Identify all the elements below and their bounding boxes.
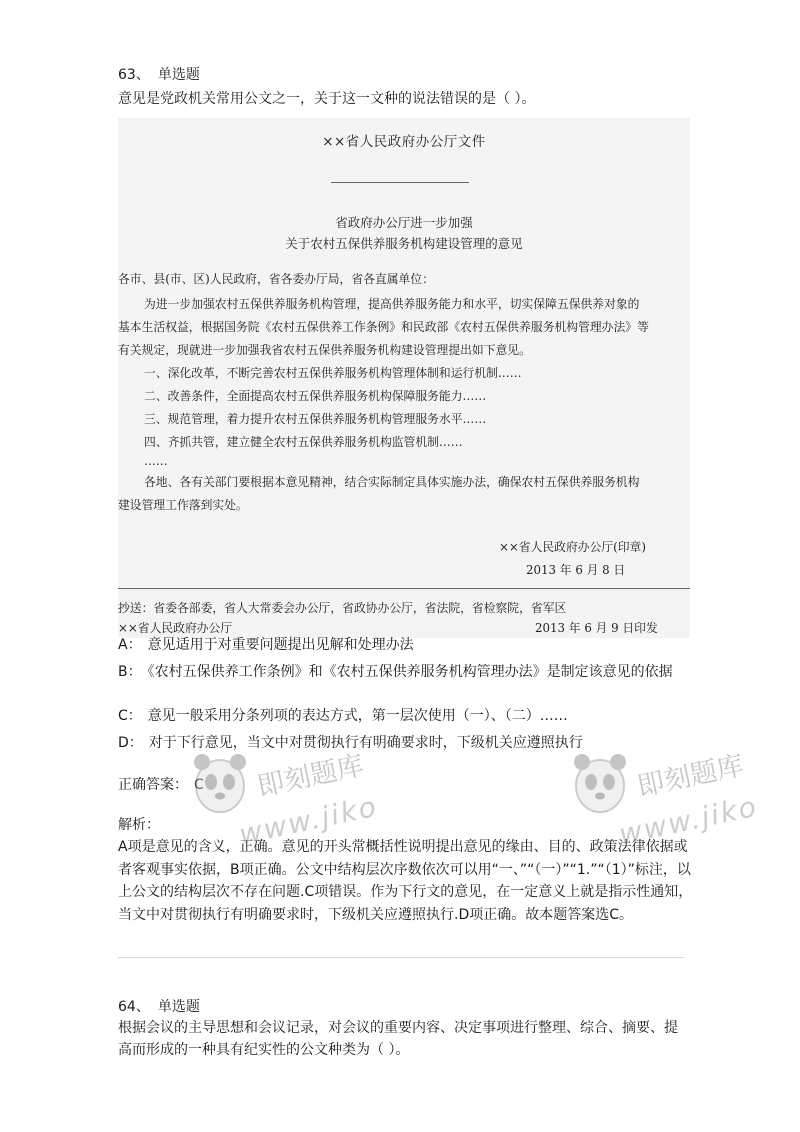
question-type: 单选题 (157, 67, 200, 83)
question-header (118, 64, 200, 84)
document-item: 一、深化改革，不断完善农村五保供养服务机构管理体制和运行机制…… (144, 366, 522, 380)
question-stem: 意见是党政机关常用公文之一，关于这一文种的说法错误的是（ ）。 (118, 91, 536, 107)
watermark-url: www.jiko (236, 789, 381, 852)
option-key: A： (118, 637, 142, 653)
option-key: C： (118, 708, 142, 724)
watermark-brand: 即刻题库 (634, 750, 747, 803)
answer-label: 正确答案： (118, 777, 188, 793)
answer-value: C (194, 777, 204, 793)
option-a[interactable] (118, 634, 698, 657)
document-item: 四、齐抓共管，建立健全农村五保供养服务机构监管机制…… (144, 435, 463, 449)
option-key: D： (118, 735, 143, 751)
document-addressee: 各市、县(市、区)人民政府，省各委办厅局，省各直属单位： (118, 272, 434, 286)
document-title-line2: 关于农村五保供养服务机构建设管理的意见 (285, 236, 523, 251)
option-d[interactable] (118, 732, 698, 755)
header-rule (331, 182, 469, 183)
option-text: 《农村五保供养工作条例》和《农村五保供养服务机构管理办法》是制定该意见的依据 (147, 664, 673, 680)
question-stem: 根据会议的主导思想和会议记录，对会议的重要内容、决定事项进行整理、综合、摘要、提高而形成的一种具有纪实性的公文种类为（ ）。 (118, 1020, 678, 1058)
option-text: 意见一般采用分条列项的表达方式，第一层次使用（一）、（二）…… (147, 708, 568, 724)
document-scan-image (118, 118, 690, 638)
document-paragraph-line: 各地、各有关部门要根据本意见精神，结合实际制定具体实施办法，确保农村五保供养服务机构 (144, 475, 640, 489)
document-paragraph-line: 为进一步加强农村五保供养服务机构管理，提高供养服务能力和水平，切实保障五保供养对象的 (144, 297, 640, 311)
document-title-line1: 省政府办公厅进一步加强 (335, 215, 473, 230)
question-number: 63、 (118, 67, 150, 83)
document-header: ××省人民政府办公厅文件 (322, 134, 486, 150)
document-paragraph-line: 建设管理工作落到实处。 (118, 498, 248, 512)
correct-answer (118, 774, 204, 794)
document-cc: 抄送：省委各部委，省人大常委会办公厅，省政协办公厅，省法院，省检察院，省军区 (118, 601, 567, 615)
document-paragraph-line: 有关规定，现就进一步加强我省农村五保供养服务机构建设管理提出如下意见。 (118, 343, 531, 357)
watermark-url: www.jiko (616, 789, 761, 852)
panda-logo-icon (570, 748, 630, 818)
document-paragraph-line: 基本生活权益，根据国务院《农村五保供养工作条例》和民政部《农村五保供养服务机构管理办法》等 (118, 320, 649, 334)
watermark-brand: 即刻题库 (254, 750, 367, 803)
footer-rule (118, 588, 690, 589)
question-type: 单选题 (157, 999, 200, 1015)
document-signature: ××省人民政府办公厅(印章) (499, 540, 646, 554)
option-key: B： (118, 664, 142, 680)
document-print-date: 2013 年 6 月 9 日印发 (535, 621, 658, 635)
option-text: 意见适用于对重要问题提出见解和处理办法 (147, 637, 414, 653)
option-c[interactable] (118, 705, 698, 728)
document-issuer: ××省人民政府办公厅 (118, 621, 233, 635)
option-text: 对于下行意见，当文中对贯彻执行有明确要求时，下级机关应遵照执行 (148, 735, 583, 751)
analysis-label: 解析： (118, 817, 160, 833)
document-ellipsis: …… (144, 454, 168, 468)
option-b[interactable] (118, 661, 698, 684)
analysis-text: A项是意见的含义，正确。意见的开头常概括性说明提出意见的缘由、目的、政策法律依据或者客观事实依据，B项正确。公文中结构层次序数依次可以用“一、”“（一）”“1.”“（1）”标注，以上公文的结构层次不存在问题.C项错误。作为下行文的意见，在一定意义上就是指示性通知，当文中对贯彻执行有明确要求时，下级机关应遵照执行.D项正确。故本题答案选C。 (118, 839, 693, 923)
question-header (118, 996, 200, 1016)
document-sign-date: 2013 年 6 月 8 日 (526, 563, 626, 577)
question-number: 64、 (118, 999, 150, 1015)
document-item: 二、改善条件，全面提高农村五保供养服务机构保障服务能力…… (144, 389, 487, 403)
document-item: 三、规范管理，着力提升农村五保供养服务机构管理服务水平…… (144, 412, 487, 426)
question-divider (118, 957, 684, 958)
